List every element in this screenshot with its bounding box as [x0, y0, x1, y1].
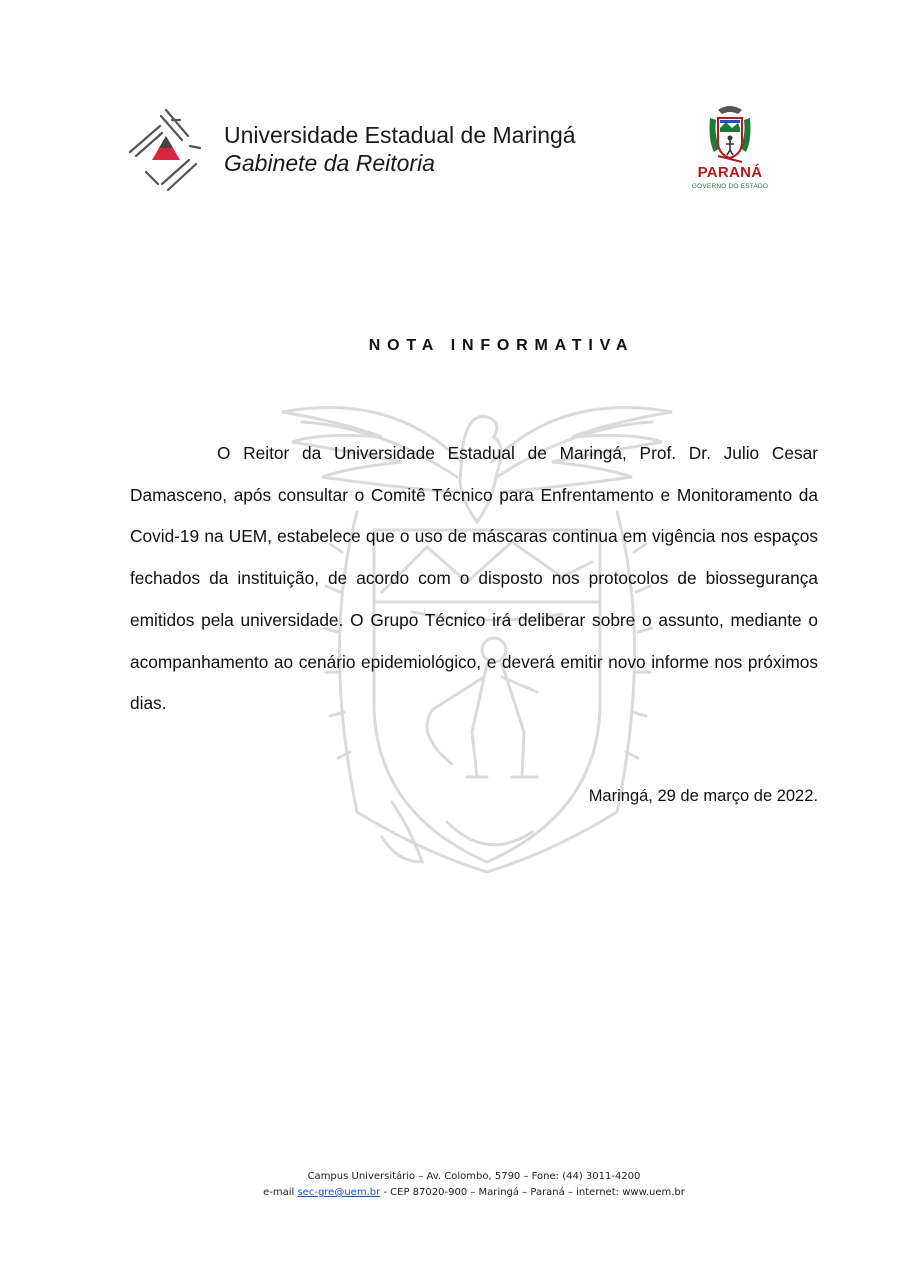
parana-logo	[688, 104, 772, 196]
body-paragraph: O Reitor da Universidade Estadual de Maringá, Prof. Dr. Julio Cesar Damasceno, após consultar o Comitê Técnico para Enfrentamento e Monitoramento da Covid-19 na UEM, estabelece que o uso de máscaras continua em vigência nos espaços fechados da instituição, de acordo com o disposto nos protocolos de biossegurança emitidos pela universidade. O Grupo Técnico irá deliberar sobre o assunto, mediante o acompanhamento ao cenário epidemiológico, e deverá emitir novo informe nos próximos dias.	[130, 443, 818, 714]
state-name: PARANÁ	[697, 164, 763, 181]
page-footer	[0, 1169, 905, 1201]
office-name: Gabinete da Reitoria	[224, 150, 435, 176]
footer-contact-details: - CEP 87020-900 – Maringá – Paraná – internet: www.uem.br	[380, 1187, 685, 1198]
document-title: NOTA INFORMATIVA	[368, 337, 635, 354]
document-date: Maringá, 29 de março de 2022.	[588, 787, 818, 805]
parana-coat-of-arms-icon	[704, 104, 756, 164]
footer-address: Campus Universitário – Av. Colombo, 5790 – Fone: (44) 3011-4200	[307, 1171, 641, 1182]
footer-contact	[0, 1185, 905, 1201]
institution-name: Universidade Estadual de Maringá	[224, 122, 576, 148]
state-government-label: GOVERNO DO ESTADO	[691, 183, 769, 190]
email-link[interactable]: sec-gre@uem.br	[297, 1187, 381, 1198]
document-body	[130, 433, 818, 725]
uem-logo	[128, 106, 204, 194]
footer-email-prefix: e-mail	[263, 1187, 298, 1198]
